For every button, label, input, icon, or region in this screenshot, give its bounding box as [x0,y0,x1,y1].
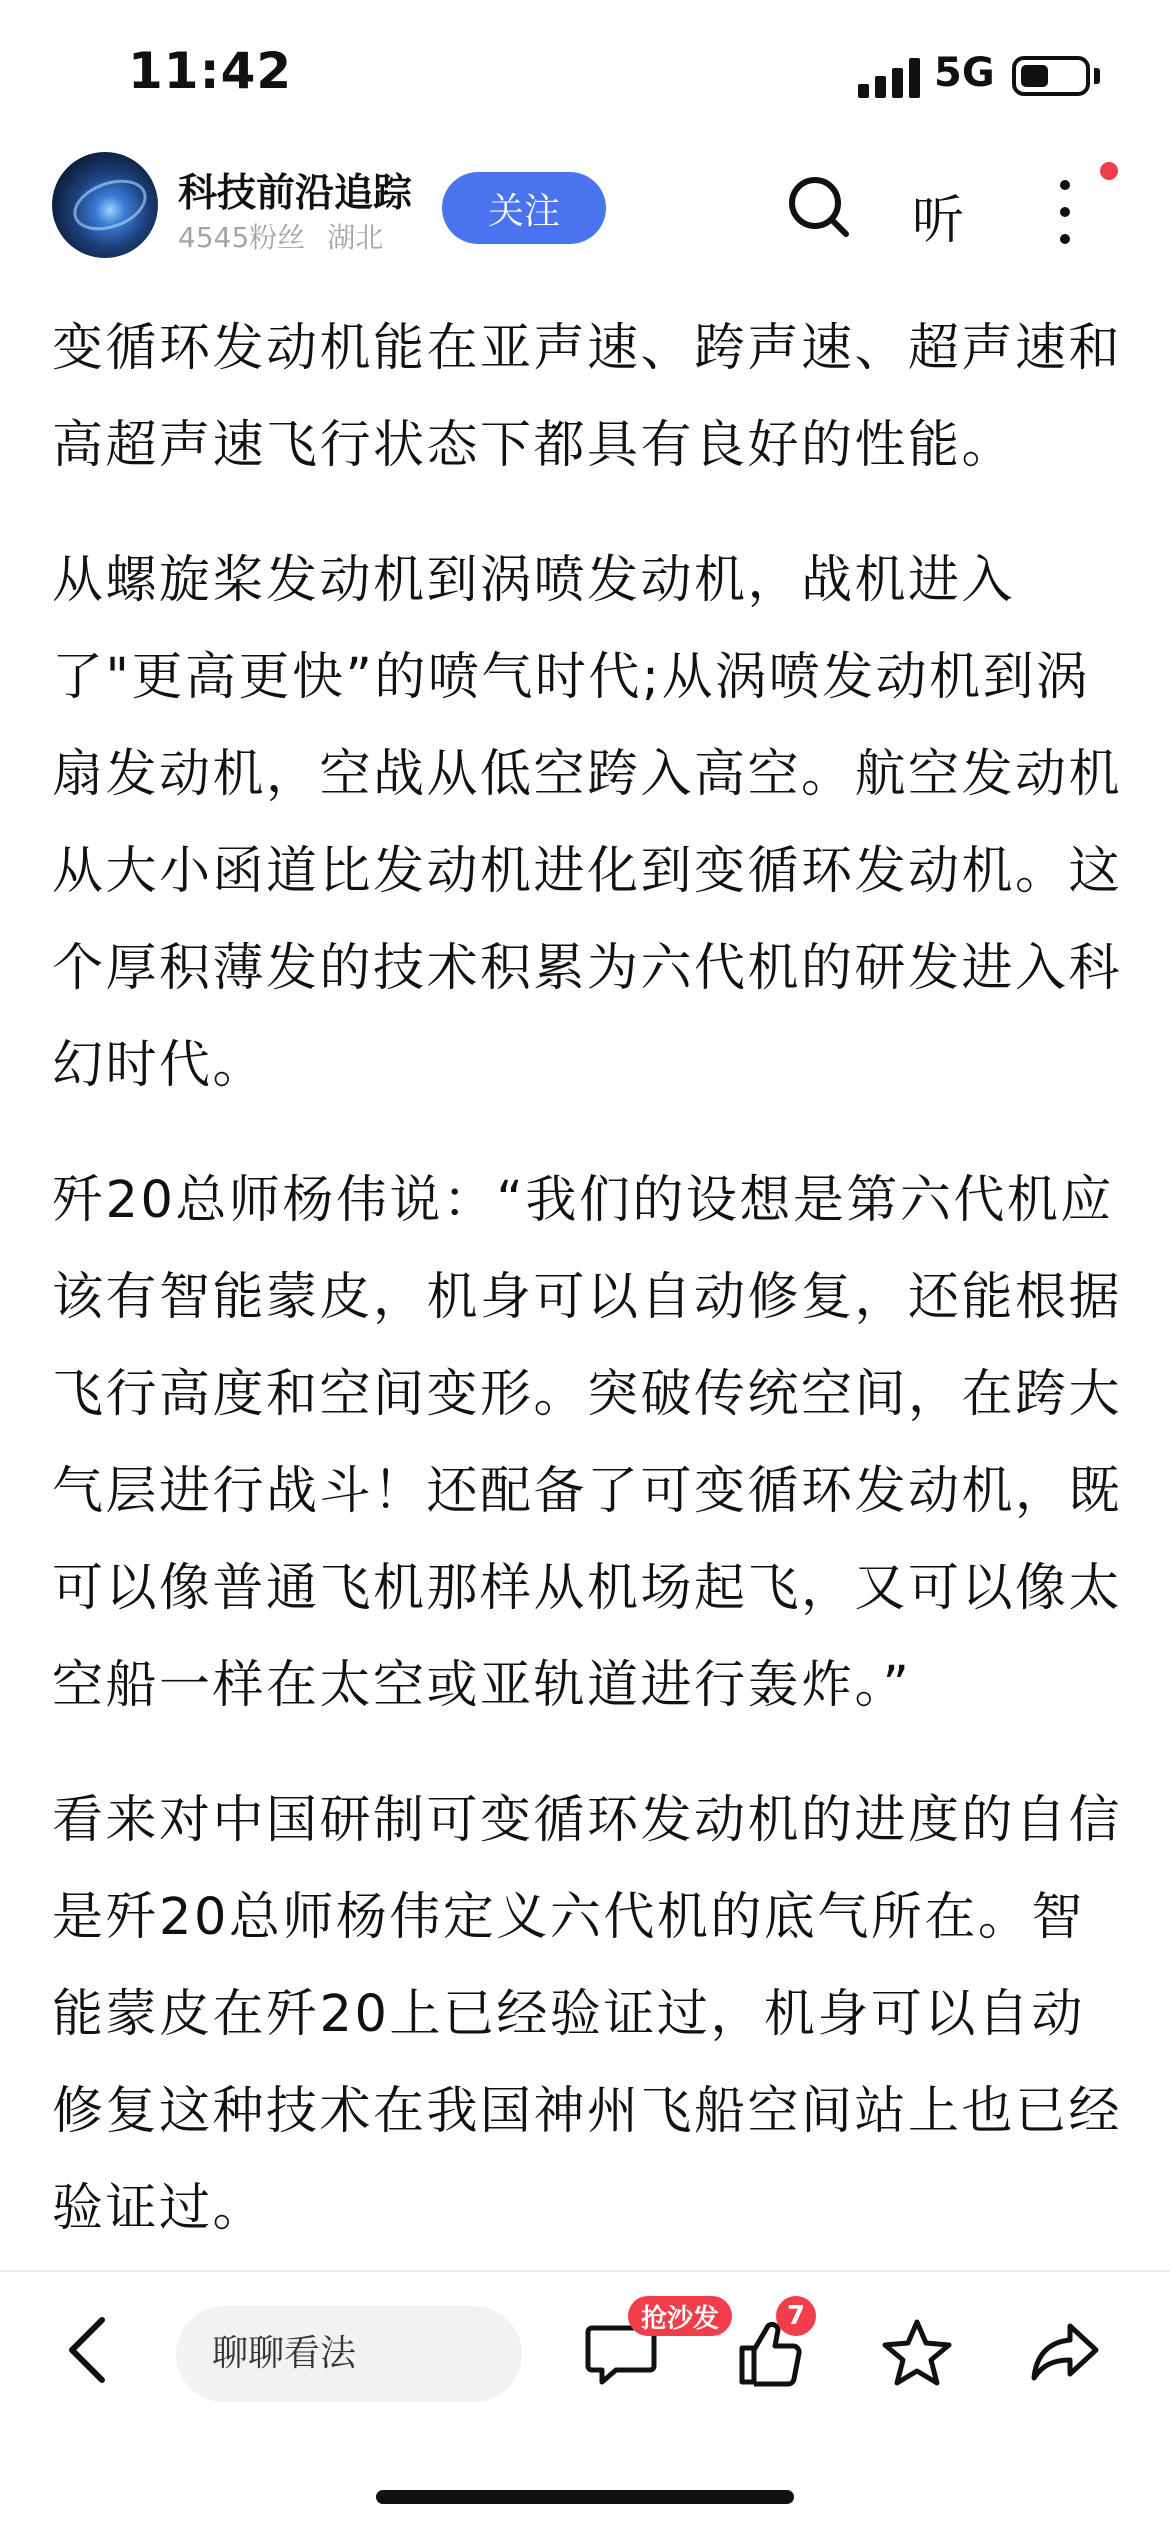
follow-button[interactable]: 关注 [442,172,606,244]
like-count-badge: 7 [776,2296,816,2336]
sofa-badge: 抢沙发 [628,2296,732,2336]
share-icon[interactable] [1028,2316,1102,2390]
article-paragraph: 从螺旋桨发动机到涡喷发动机，战机进入了"更高更快”的喷气时代;从涡喷发动机到涡扇发动机，空战从低空跨入高空。航空发动机从大小函道比发动机进化到变循环发动机。这个厚积薄发的技术积累为六代机的研发进入科幻时代。 [52,551,1123,1095]
battery-cap [1094,68,1100,84]
article-paragraph: 歼20总师杨伟说：“我们的设想是第六代机应该有智能蒙皮，机身可以自动修复，还能根据飞行高度和空间变形。突破传统空间，在跨大气层进行战斗！还配备了可变循环发动机，既可以像普通飞机那样从机场起飞，又可以像太空船一样在太空或亚轨道进行轰炸。” [52,1171,1123,1715]
author-meta [178,216,383,256]
article-body [52,300,1122,2295]
author-name[interactable]: 科技前沿追踪 [178,171,413,216]
more-options-icon[interactable] [1050,172,1080,252]
signal-strength-icon [858,58,920,98]
author-avatar[interactable] [52,152,158,258]
author-location: 湖北 [327,221,384,254]
network-type: 5G [934,50,995,96]
search-icon[interactable] [784,172,854,242]
comment-input[interactable]: 聊聊看法 [176,2306,522,2402]
article-paragraph: 变循环发动机能在亚声速、跨声速、超声速和高超声速飞行状态下都具有良好的性能。 [52,319,1123,475]
status-time: 11:42 [128,42,293,100]
status-bar [0,0,1170,150]
article-paragraph: 看来对中国研制可变循环发动机的进度的自信是歼20总师杨伟定义六代机的底气所在。智能蒙皮在歼20上已经验证过，机身可以自动修复这种技术在我国神州飞船空间站上也已经验证过。 [52,1791,1123,2238]
home-indicator [376,2490,794,2504]
back-arrow-icon[interactable] [58,2310,118,2390]
listen-button[interactable]: 听 [912,191,965,251]
battery-icon [1012,56,1090,96]
notification-dot [1100,162,1118,180]
favorite-star-icon[interactable] [880,2316,954,2390]
article-header [0,150,1170,270]
follower-count: 4545粉丝 [178,221,306,254]
bottom-action-bar [0,2274,1170,2424]
